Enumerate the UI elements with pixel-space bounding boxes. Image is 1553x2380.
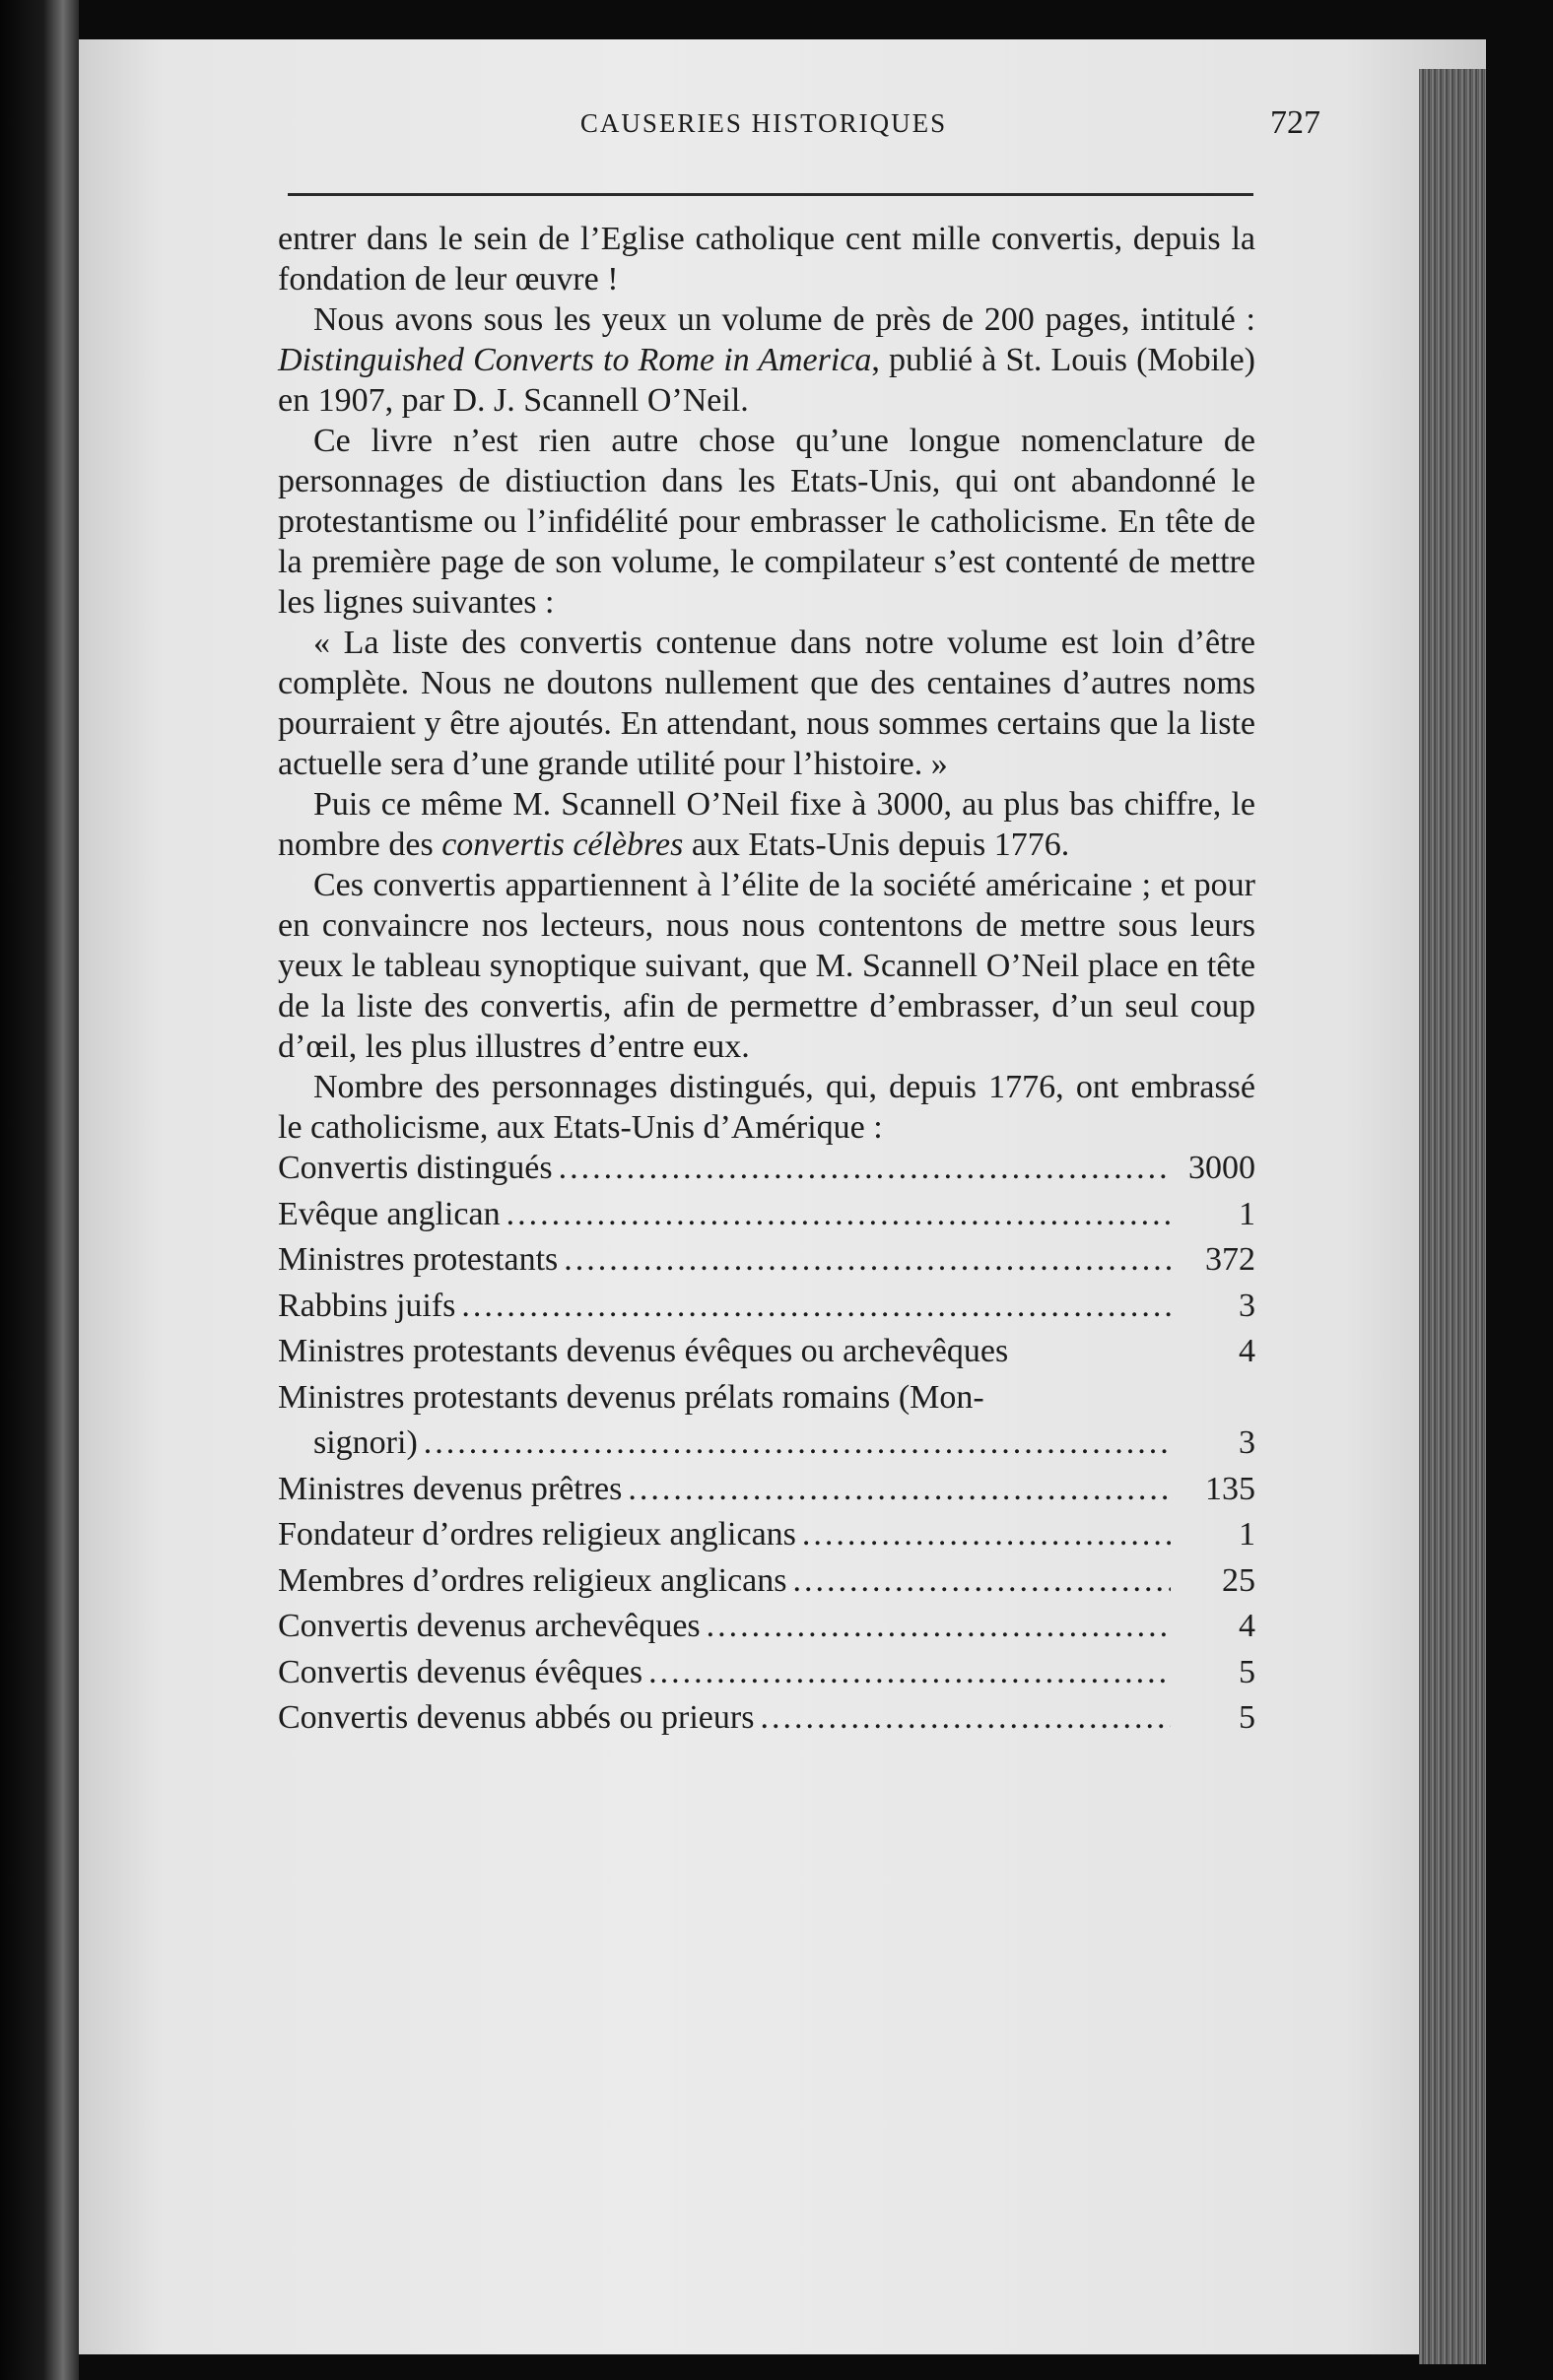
leader-dots xyxy=(792,1560,1171,1601)
table-row: Fondateur d’ordres religieux anglicans ..... 1 xyxy=(278,1514,1255,1560)
table-row: Convertis devenus évêques ..... 5 xyxy=(278,1652,1255,1698)
page-body xyxy=(278,219,1255,1744)
synoptic-table xyxy=(278,1148,1255,1744)
table-row: Convertis distingués ..... 3000 xyxy=(278,1148,1255,1194)
table-row: Rabbins juifs ..... 3 xyxy=(278,1286,1255,1332)
scan-left-border xyxy=(0,0,79,2380)
table-row: Convertis devenus abbés ou prieurs ..... 5 xyxy=(278,1697,1255,1744)
leader-dots xyxy=(760,1697,1171,1738)
paragraph: entrer dans le sein de l’Eglise catholique cent mille convertis, depuis la fondation de leur œuvre ! xyxy=(278,221,1255,298)
quotation: « La liste des convertis contenue dans notre volume est loin d’être complète. Nous ne doutons nullement que des centaines d’autres noms pourraient y être ajoutés. En attendant, nous sommes certains que la liste actuelle sera d’une grande utilité pour l’histoire. » xyxy=(278,625,1255,782)
leader-dots xyxy=(559,1148,1171,1188)
leader-dots xyxy=(802,1514,1171,1554)
table-row: Ministres protestants ..... 372 xyxy=(278,1239,1255,1286)
table-row: Ministres protestants devenus évêques ou archevêques 4 xyxy=(278,1333,1255,1369)
leader-dots xyxy=(707,1606,1171,1646)
header-rule xyxy=(288,193,1253,196)
table-row: Ministres protestants devenus prélats romains (Mon- xyxy=(278,1378,984,1416)
paragraph: Ce livre n’est rien autre chose qu’une longue nomenclature de personnages de distiuction dans les Etats-Unis, qui ont abandonné le protestantisme ou l’infidélité pour embrasser le catholicisme. En tête de la première page de son volume, le compilateur s’est contenté de mettre les lignes suivantes : xyxy=(278,423,1255,621)
table-row: Ministres devenus prêtres ..... 135 xyxy=(278,1469,1255,1515)
paragraph: Ces convertis appartiennent à l’élite de la société américaine ; et pour en convaincre nos lecteurs, nous nous contentons de mettre sous leurs yeux le tableau synoptique suivant, que M. Scannell O’Neil place en tête de la liste des convertis, afin de permettre d’embrasser, d’un seul coup d’œil, les plus illustres d’entre eux. xyxy=(278,867,1255,1065)
running-head xyxy=(207,104,1320,158)
table-row: Convertis devenus archevêques ..... 4 xyxy=(278,1606,1255,1652)
paragraph: Nombre des personnages distingués, qui, depuis 1776, ont embrassé le catholicisme, aux Etats-Unis d’Amérique : xyxy=(278,1069,1255,1146)
leader-dots xyxy=(506,1194,1171,1234)
leader-dots xyxy=(461,1286,1171,1326)
page-number: 727 xyxy=(1270,104,1320,141)
paragraph: Puis ce même M. Scannell O’Neil fixe à 3000, au plus bas chiffre, le nombre des convertis célèbres aux Etats-Unis depuis 1776. xyxy=(278,786,1255,863)
emphasis: convertis célèbres xyxy=(441,826,684,863)
paragraph: Nous avons sous les yeux un volume de près de 200 pages, intitulé : Distinguished Converts to Rome in America, publié à St. Louis (Mobile) en 1907, par D. J. Scannell O’Neil. xyxy=(278,301,1255,419)
table-row-continuation: signori) ..... 3 xyxy=(278,1422,1255,1469)
table-row: Evêque anglican ..... 1 xyxy=(278,1194,1255,1240)
book-title: Distinguished Converts to Rome in America xyxy=(278,342,872,378)
leader-dots xyxy=(564,1239,1171,1280)
leader-dots xyxy=(648,1652,1171,1692)
page-edge xyxy=(1419,69,1486,2364)
leader-dots xyxy=(628,1469,1171,1509)
running-head-title: CAUSERIES HISTORIQUES xyxy=(579,108,948,138)
leader-dots xyxy=(424,1422,1171,1463)
table-row: Membres d’ordres religieux anglicans ..... 25 xyxy=(278,1560,1255,1607)
